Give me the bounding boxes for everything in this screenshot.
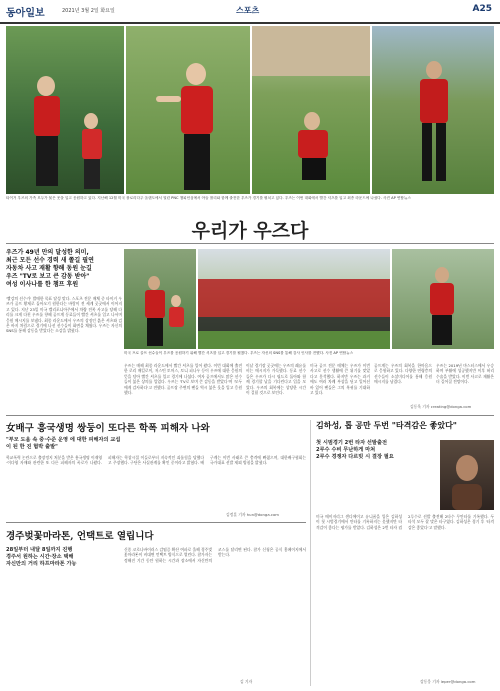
main-body-left: '빨강의 선수가' 발매한 목표 달성 맞다. 스포츠 전문 매체 중 타이거 우즈가 골프 황제로 돌아오기 원한다는 바람이 전 세계 곳곳에서 이어지고 있다. 지난 23일 미국 캘리포니아주에서 차량 전복 사고를 당해 다리를 크게 다친 우즈를 향해 골프계 동료들이 빨간 셔츠를 입고 나서며 응원 메시지를 보냈다. 최종 라운드에서 우즈의 상징인 붉은 셔츠와 검은 바지 차림으로 경기에 나선 선수들이 화면을 채웠다. 우즈는 자신의 SNS를 통해 감동을 받았다는 소감을 밝혔다. bbox=[6, 296, 122, 334]
kicker-line-3: 자동차 사고 재활 향해 동원 눈길 bbox=[6, 265, 92, 272]
photo-crouch-green bbox=[252, 26, 370, 194]
photo-figures bbox=[198, 249, 390, 349]
divider bbox=[6, 243, 494, 244]
divider bbox=[6, 415, 494, 416]
main-headline: 우리가 우즈다 bbox=[191, 220, 309, 242]
kicker-line-2: 최근 모든 선수 경력 새 쫄길 필연 bbox=[6, 257, 94, 264]
photo-figures bbox=[372, 26, 494, 194]
story3-subline-1: 첫 시범경기 2번 타자 선발출전 bbox=[316, 440, 387, 446]
column-divider bbox=[310, 420, 311, 686]
story4-byline: 김 기자 bbox=[240, 679, 253, 684]
kicker-lines bbox=[6, 249, 121, 289]
kicker-line-1: 우즈가 49년 만의 달성한 의미, bbox=[6, 249, 89, 256]
main-body-r1: 이날 경기장 곳곳에는 우즈의 쾌유를 비는 메시지가 가득했다. 동료 선수들은 우즈가 다시 필드로 돌아와 함께 경기할 날을 기다린다고 입을 모았다. 우즈의 회복에는 상당한 시간이 걸릴 것으로 보인다. bbox=[246, 363, 306, 396]
story2-body: 학교폭력 논란으로 출장정지 처분을 받은 흥국생명 이재영·이다영 자매와 관련한 또 다른 피해자의 폭로가 나왔다. 피해자는 학창시절 이들로부터 지속적인 괴롭힘을 당했다고 주장했다. 구단은 사실관계를 확인 중이라고 밝혔다. 배구계는 이번 사태로 큰 충격에 빠졌으며, 대한배구협회는 국가대표 선발 제외 방침을 밝혔다. bbox=[6, 455, 306, 466]
main-body-mid: 우즈는 매해 최종 라운드에서 빨간 셔츠를 입어 왔다. 이번 대회에 출전한 로리 매킬로이, 저스틴 토머스, 토니 피나우 등이 우즈에 대한 응원의 뜻을 담아 빨간 셔츠를 입고 경기에 나섰다. 여자 골프에서도 많은 선수들이 붉은 상의를 입었다. 우즈는 'TV로 보며 큰 감동을 받았다'며 '모두에게 감사하다'고 전했다. 골프장 주변의 팬들 역시 붉은 옷을 입고 응원했다. bbox=[124, 363, 242, 396]
page-header bbox=[0, 0, 500, 24]
main-body-r2: 미국 골프 전문 매체는 우즈가 이번 사고로 선수 생활에 큰 위기를 맞았다고 분석했다. 하지만 우즈는 과거에도 여러 차례 부상을 딛고 일어선 바 있어 팬들은 그의 복귀를 기대하고 있다. bbox=[310, 363, 370, 396]
main-body-r3: 골프계는 우즈의 회복을 한마음으로 응원하고 있다. 다양한 연령층의 선수들이 소셜미디어를 통해 응원 메시지를 남겼다. bbox=[374, 363, 432, 385]
story4-subhead bbox=[6, 547, 121, 568]
story4-headline: 경주벚꽃마라톤, 언택트로 열립니다 bbox=[6, 531, 154, 542]
photo-gallery-red bbox=[198, 249, 390, 349]
top-photo-caption: 타이거 우즈의 가족 모두가 붉은 옷을 입고 응원하고 있다. 지난해 12월 미국 플로리다주 올랜도에서 열린 PNC 챔피언십에서 아들 찰리와 함께 출전한 우즈가 경기를 펼치고 있다. 우즈는 이번 대회에서 빨간 셔츠를 입고 최종 라운드에 나섰다. 사진 AP 연합뉴스 bbox=[6, 196, 411, 200]
story3-headline: 김하성, 톱 공만 두번 "타격감은 좋았다" bbox=[316, 420, 457, 430]
story4-body: 신종 코로나바이러스 감염증 확산 여파로 올해 경주벚꽃마라톤이 비대면 언택트 방식으로 열린다. 참가자는 정해진 기간 동안 원하는 시간과 장소에서 자신만의 코스를 달리면 된다. 참가 신청은 공식 홈페이지에서 받는다. bbox=[124, 547, 306, 563]
story3-subhead bbox=[316, 440, 436, 461]
main-byline: 김동욱 기자 creating@donga.com bbox=[410, 404, 472, 409]
story4-subline-1: 28일부터 내달 8일까지 진행 bbox=[6, 547, 73, 553]
story2-headline: 女배구 흥국생명 쌍둥이 또다른 학폭 피해자 나와 bbox=[6, 423, 210, 434]
mid-photo-caption: 미국 프로 골프 선수들이 우즈를 응원하기 위해 빨간 셔츠를 입고 경기를 펼쳤다. 우즈는 자신의 SNS를 통해 감사 인사를 전했다. 사진 AP 연합뉴스 bbox=[124, 351, 354, 355]
story3-subline-3: 2루수 경쟁자 다르빗 시 결장 필요 bbox=[316, 454, 394, 460]
photo-figures bbox=[124, 249, 196, 349]
story2-byline: 김정훈 기자 hun@donga.com bbox=[226, 512, 279, 517]
story3-byline: 강동웅 기자 leper@donga.com bbox=[420, 679, 476, 684]
photo-figures bbox=[392, 249, 494, 349]
photo-figures bbox=[440, 440, 494, 510]
masthead: 동아일보 bbox=[6, 8, 45, 19]
kicker-line-4: 우즈 "TV로 보고 큰 감동 받아" bbox=[6, 273, 90, 280]
story4-subline-3: 자신만의 거리 하프마라톤 가능 bbox=[6, 561, 77, 567]
photo-portrait bbox=[440, 440, 494, 510]
photo-father-son bbox=[124, 249, 196, 349]
story2-subhead: "부모 도움 속 중·수준 운영 에 대한 피해자의 교섭이 된 한 진 협박 출발" bbox=[6, 437, 121, 450]
photo-figures bbox=[6, 26, 124, 194]
page-number: A25 bbox=[472, 4, 492, 14]
photo-family-left bbox=[6, 26, 124, 194]
divider bbox=[6, 522, 306, 523]
kicker-line-5: 여성 이사나를 한 챔프 후원 bbox=[6, 281, 79, 288]
main-body-r4: 우즈는 2019년 마스터스에서 우승하며 부활에 성공했지만 이후 허리 수술을 받았다. 이번 사고로 재활은 더 길어질 전망이다. bbox=[436, 363, 494, 385]
issue-date: 2021년 3월 2일 화요일 bbox=[62, 8, 115, 14]
photo-tiger-walk bbox=[372, 26, 494, 194]
section-title: 스포츠 bbox=[236, 6, 260, 15]
story4-subline-2: 경주서 원하는 시간·장소 택해 bbox=[6, 554, 74, 560]
photo-figures bbox=[252, 26, 370, 194]
story3-subline-2: 2루수 수비 무난하게 마쳐 bbox=[316, 447, 376, 453]
photo-figures bbox=[126, 26, 250, 194]
photo-mother-cheer bbox=[126, 26, 250, 194]
photo-swing bbox=[392, 249, 494, 349]
story3-body: 미국 메이저리그 샌디에이고 유니폼을 입은 김하성이 첫 시범경기에서 안타를 기록하지는 못했지만 타격감이 좋다는 평가를 받았다. 김하성은 2번 타자 겸 2루수로 선발 출전해 2타수 무안타를 기록했다. 두 타석 모두 잘 맞은 타구였다. 김하성은 경기 후 '타격감은 좋았다'고 말했다. bbox=[316, 514, 494, 530]
